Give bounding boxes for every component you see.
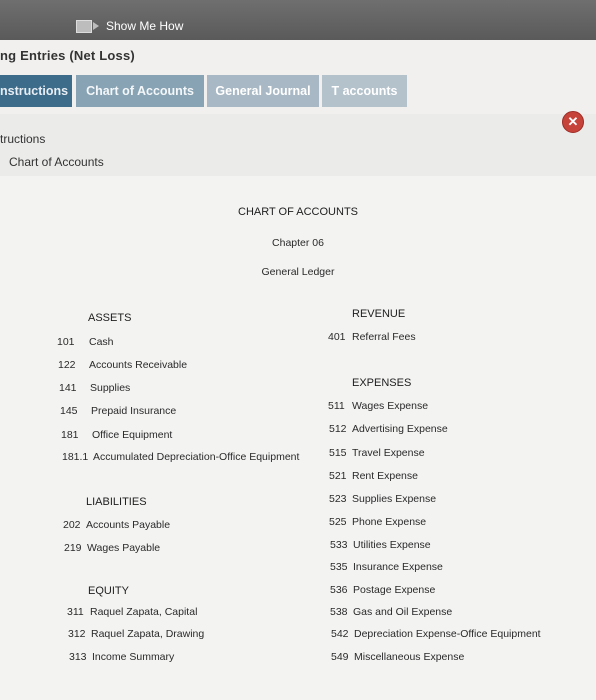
page-title: ng Entries (Net Loss) [0, 48, 135, 63]
ledger-label: General Ledger [261, 266, 335, 278]
close-icon[interactable]: ✕ [562, 111, 584, 133]
account-number: 145 [60, 405, 78, 417]
assets-heading: ASSETS [88, 312, 132, 324]
account-name: Travel Expense [352, 447, 425, 459]
account-number: 533 [330, 539, 348, 551]
chart-of-accounts-document [0, 176, 596, 700]
account-name: Office Equipment [92, 429, 173, 441]
account-name: Miscellaneous Expense [354, 651, 465, 663]
tab-instructions[interactable]: nstructions [0, 75, 72, 107]
account-number: 401 [328, 331, 346, 343]
account-number: 521 [329, 470, 347, 482]
chart-heading: CHART OF ACCOUNTS [238, 206, 358, 218]
account-number: 313 [69, 651, 87, 663]
account-number: 311 [67, 606, 84, 618]
account-name: Postage Expense [353, 584, 436, 596]
instructions-link[interactable]: tructions [0, 132, 46, 146]
account-number: 523 [329, 493, 347, 505]
account-number: 512 [329, 423, 347, 435]
account-number: 219 [64, 542, 82, 554]
tab-chart-of-accounts[interactable]: Chart of Accounts [76, 75, 204, 107]
account-name: Income Summary [92, 651, 175, 663]
liabilities-heading: LIABILITIES [86, 496, 147, 508]
account-name: Referral Fees [352, 331, 416, 343]
show-me-how-button[interactable] [76, 17, 183, 35]
chart-of-accounts-label: Chart of Accounts [9, 155, 104, 169]
account-number: 122 [58, 359, 76, 371]
account-number: 101 [57, 336, 75, 348]
equity-heading: EQUITY [88, 585, 129, 597]
account-name: Depreciation Expense-Office Equipment [354, 628, 541, 640]
account-name: Supplies Expense [352, 493, 437, 505]
account-name: Wages Expense [352, 400, 429, 412]
account-name: Phone Expense [352, 516, 427, 528]
chapter-label: Chapter 06 [272, 237, 324, 249]
account-name: Raquel Zapata, Drawing [91, 628, 205, 640]
account-name: Raquel Zapata, Capital [90, 606, 198, 618]
account-name: Advertising Expense [352, 423, 448, 435]
account-number: 515 [329, 447, 347, 459]
expenses-heading: EXPENSES [352, 377, 412, 389]
account-name: Accounts Payable [86, 519, 171, 531]
account-number: 312 [68, 628, 86, 640]
account-number: 525 [329, 516, 347, 528]
account-name: Insurance Expense [353, 561, 443, 573]
account-name: Rent Expense [352, 470, 418, 482]
show-me-how-label: Show Me How [106, 19, 184, 33]
account-name: Accumulated Depreciation-Office Equipment [93, 451, 300, 463]
account-name: Supplies [90, 382, 131, 394]
account-number: 181.1 [62, 451, 89, 463]
account-name: Cash [89, 336, 114, 348]
top-toolbar [0, 0, 596, 40]
account-name: Gas and Oil Expense [353, 606, 453, 618]
account-number: 538 [330, 606, 348, 618]
account-name: Prepaid Insurance [91, 405, 177, 417]
tab-general-journal[interactable]: General Journal [207, 75, 319, 107]
revenue-heading: REVENUE [352, 308, 406, 320]
account-number: 202 [63, 519, 81, 531]
account-number: 535 [330, 561, 348, 573]
video-icon [76, 20, 92, 33]
account-number: 511 [328, 400, 345, 412]
account-name: Accounts Receivable [89, 359, 188, 371]
account-number: 181 [61, 429, 79, 441]
account-name: Wages Payable [87, 542, 161, 554]
account-number: 141 [59, 382, 77, 394]
tab-t-accounts[interactable]: T accounts [322, 75, 407, 107]
account-number: 536 [330, 584, 348, 596]
account-number: 549 [331, 651, 349, 663]
account-number: 542 [331, 628, 349, 640]
account-name: Utilities Expense [353, 539, 431, 551]
